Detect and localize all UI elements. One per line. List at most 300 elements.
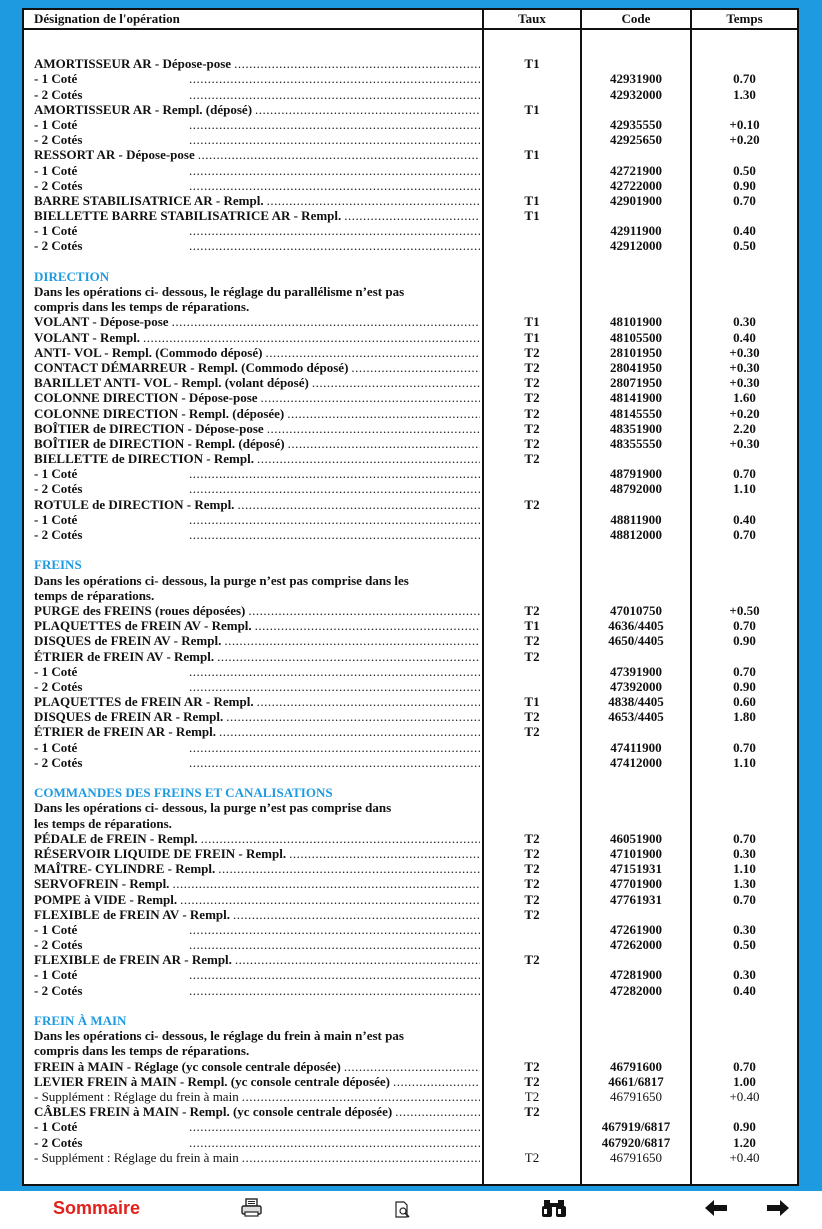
leader-dots — [189, 132, 480, 147]
taux-cell: T2 — [524, 1088, 540, 1104]
taux-cell: T1 — [524, 192, 540, 208]
temps-cell: 0.50 — [733, 937, 756, 953]
code-cell: 48355550 — [610, 435, 662, 451]
operation-designation — [34, 512, 480, 527]
operation-designation — [34, 1150, 480, 1165]
leader-dots — [255, 102, 480, 117]
section-note-row — [24, 573, 797, 588]
temps-cell: +0.30 — [729, 435, 760, 451]
operation-label: FLEXIBLE de FREIN AR - Rempl. — [34, 952, 232, 968]
leader-dots — [267, 421, 480, 436]
operation-label: COLONNE DIRECTION - Dépose-pose — [34, 390, 258, 406]
operation-label: - Supplément : Réglage du frein à main — [34, 1088, 239, 1104]
leader-dots — [265, 345, 480, 360]
operation-designation — [34, 56, 480, 71]
table-row — [24, 740, 797, 755]
header-temps: Temps — [726, 11, 763, 26]
table-row — [24, 1135, 797, 1150]
table-row — [24, 132, 797, 147]
header-divider — [24, 28, 797, 30]
temps-cell: +0.30 — [729, 344, 760, 360]
operation-label: BARILLET ANTI- VOL - Rempl. (volant déposé) — [34, 375, 309, 391]
code-cell: 42912000 — [610, 238, 662, 254]
code-cell: 48101900 — [610, 314, 662, 330]
leader-dots — [189, 1119, 480, 1134]
leader-dots — [189, 466, 480, 481]
leader-dots — [189, 755, 480, 770]
code-cell: 4661/6817 — [608, 1073, 664, 1089]
section-note-row — [24, 1043, 797, 1058]
code-cell: 48105500 — [610, 329, 662, 345]
temps-cell: 0.70 — [733, 71, 756, 87]
operation-designation — [34, 1089, 480, 1104]
operation-designation — [34, 238, 480, 253]
operation-designation — [34, 1119, 480, 1134]
temps-cell: 0.70 — [733, 1058, 756, 1074]
operation-label: BOÎTIER de DIRECTION - Rempl. (déposé) — [34, 435, 285, 451]
operation-designation — [34, 71, 480, 86]
section-note: Dans les opérations ci- dessous, la purge n’est pas comprise dans — [34, 800, 392, 816]
temps-cell: 0.70 — [733, 739, 756, 755]
operation-label: FLEXIBLE de FREIN AV - Rempl. — [34, 906, 230, 922]
operation-label: - 1 Coté — [34, 511, 78, 527]
operation-designation — [34, 1135, 480, 1150]
code-cell: 47282000 — [610, 982, 662, 998]
operation-label: - 1 Coté — [34, 466, 78, 482]
leader-dots — [189, 117, 480, 132]
leader-dots — [189, 937, 480, 952]
taux-cell: T2 — [524, 359, 540, 375]
table-row — [24, 330, 797, 345]
taux-cell: T2 — [524, 602, 540, 618]
temps-cell: 0.70 — [733, 192, 756, 208]
operation-designation — [34, 664, 480, 679]
section-note: les temps de réparations. — [34, 815, 172, 831]
code-cell: 42901900 — [610, 192, 662, 208]
temps-cell: 1.10 — [733, 481, 756, 497]
code-cell: 467919/6817 — [601, 1119, 671, 1135]
operation-designation — [34, 740, 480, 755]
code-cell: 48811900 — [610, 511, 662, 527]
operation-designation — [34, 223, 480, 238]
code-cell: 48145550 — [610, 405, 662, 421]
code-cell: 47261900 — [610, 921, 662, 937]
leader-dots — [198, 147, 480, 162]
spacer-row — [24, 41, 797, 56]
operation-designation — [34, 1074, 480, 1089]
table-row — [24, 147, 797, 162]
taux-cell: T2 — [524, 1104, 540, 1120]
operation-designation — [34, 406, 480, 421]
leader-dots — [237, 497, 480, 512]
leader-dots — [261, 390, 480, 405]
operation-label: - Supplément : Réglage du frein à main — [34, 1149, 239, 1165]
table-row — [24, 952, 797, 967]
taux-cell: T2 — [524, 861, 540, 877]
printer-icon[interactable] — [240, 1197, 264, 1224]
leader-dots — [242, 1089, 480, 1104]
leader-dots — [189, 512, 480, 527]
temps-cell: 0.70 — [733, 663, 756, 679]
table-row — [24, 163, 797, 178]
operation-label: VOLANT - Rempl. — [34, 329, 141, 345]
taux-cell: T1 — [524, 694, 540, 710]
leader-dots — [235, 952, 480, 967]
operation-label: - 1 Coté — [34, 967, 78, 983]
leader-dots — [189, 922, 480, 937]
table-row — [24, 1059, 797, 1074]
table-row — [24, 512, 797, 527]
operation-label: RESSORT AR - Dépose-pose — [34, 147, 195, 163]
section-note-row — [24, 816, 797, 831]
operation-designation — [34, 451, 480, 466]
code-cell: 47391900 — [610, 663, 662, 679]
taux-cell: T2 — [524, 906, 540, 922]
operation-designation — [34, 481, 480, 496]
code-cell: 42931900 — [610, 71, 662, 87]
operation-designation — [34, 922, 480, 937]
leader-dots — [189, 87, 480, 102]
table-row — [24, 892, 797, 907]
operation-label: FREIN à MAIN - Réglage (yc console centrale déposée) — [34, 1058, 341, 1074]
table-row — [24, 436, 797, 451]
operation-designation — [34, 983, 480, 998]
code-cell: 42925650 — [610, 132, 662, 148]
code-cell: 48141900 — [610, 390, 662, 406]
operation-label: - 2 Cotés — [34, 937, 83, 953]
operation-designation — [34, 907, 480, 922]
table-row — [24, 922, 797, 937]
taux-cell: T2 — [524, 876, 540, 892]
taux-cell: T2 — [524, 891, 540, 907]
table-row — [24, 223, 797, 238]
temps-cell: 0.50 — [733, 162, 756, 178]
operation-label: POMPE à VIDE - Rempl. — [34, 891, 178, 907]
table-row — [24, 497, 797, 512]
taux-cell: T2 — [524, 1058, 540, 1074]
leader-dots — [189, 178, 480, 193]
operation-label: DISQUES de FREIN AR - Rempl. — [34, 709, 224, 725]
leader-dots — [201, 831, 480, 846]
operation-label: - 2 Cotés — [34, 238, 83, 254]
code-cell: 28041950 — [610, 359, 662, 375]
zoom-page-icon[interactable] — [393, 1200, 413, 1225]
spacer-row — [24, 770, 797, 785]
taux-cell: T2 — [524, 1149, 540, 1165]
leader-dots — [288, 436, 480, 451]
taux-cell: T2 — [524, 830, 540, 846]
table-row — [24, 117, 797, 132]
temps-cell: +0.20 — [729, 132, 760, 148]
section-title: COMMANDES DES FREINS ET CANALISATIONS — [34, 785, 333, 801]
operation-label: DISQUES de FREIN AV - Rempl. — [34, 633, 222, 649]
operation-label: AMORTISSEUR AR - Dépose-pose — [34, 56, 232, 72]
operation-label: - 1 Coté — [34, 1119, 78, 1135]
operation-designation — [34, 163, 480, 178]
temps-cell: 1.10 — [733, 861, 756, 877]
taux-cell: T1 — [524, 618, 540, 634]
operation-designation — [34, 360, 480, 375]
header-designation: Désignation de l'opération — [34, 11, 180, 26]
table-row — [24, 724, 797, 739]
leader-dots — [395, 1104, 480, 1119]
operation-label: - 2 Cotés — [34, 754, 83, 770]
leader-dots — [180, 892, 480, 907]
operation-label: - 1 Coté — [34, 223, 78, 239]
leader-dots — [289, 846, 480, 861]
operation-label: - 2 Cotés — [34, 1134, 83, 1150]
operation-designation — [34, 147, 480, 162]
section-heading-row — [24, 269, 797, 284]
table-row — [24, 406, 797, 421]
table-row — [24, 967, 797, 982]
operation-label: - 1 Coté — [34, 71, 78, 87]
operation-designation — [34, 679, 480, 694]
operation-designation — [34, 846, 480, 861]
operation-label: BIELLETTE BARRE STABILISATRICE AR - Rempl. — [34, 208, 342, 224]
operation-label: PÉDALE de FREIN - Rempl. — [34, 830, 198, 846]
temps-cell: 0.30 — [733, 845, 756, 861]
operation-designation — [34, 117, 480, 132]
operation-label: COLONNE DIRECTION - Rempl. (déposée) — [34, 405, 285, 421]
taux-cell: T2 — [524, 344, 540, 360]
leader-dots — [219, 724, 480, 739]
operation-designation — [34, 633, 480, 648]
temps-cell: 0.90 — [733, 633, 756, 649]
operation-label: BOÎTIER de DIRECTION - Dépose-pose — [34, 420, 264, 436]
section-note: Dans les opérations ci- dessous, le réglage du frein à main n’est pas — [34, 1028, 404, 1044]
leader-dots — [257, 451, 480, 466]
section-note-row — [24, 588, 797, 603]
operation-designation — [34, 314, 480, 329]
table-row — [24, 846, 797, 861]
temps-cell: 1.60 — [733, 390, 756, 406]
operation-label: - 2 Cotés — [34, 481, 83, 497]
section-note: compris dans les temps de réparations. — [34, 1043, 250, 1059]
taux-cell: T2 — [524, 845, 540, 861]
code-cell: 46791650 — [610, 1088, 662, 1104]
taux-cell: T2 — [524, 633, 540, 649]
table-row — [24, 345, 797, 360]
code-cell: 47761931 — [610, 891, 662, 907]
temps-cell: 0.60 — [733, 694, 756, 710]
code-cell: 46051900 — [610, 830, 662, 846]
code-cell: 47262000 — [610, 937, 662, 953]
section-title: FREINS — [34, 557, 82, 573]
taux-cell: T2 — [524, 496, 540, 512]
leader-dots — [189, 740, 480, 755]
operation-designation — [34, 709, 480, 724]
code-cell: 28071950 — [610, 375, 662, 391]
operation-designation — [34, 375, 480, 390]
operation-designation — [34, 649, 480, 664]
operation-label: - 1 Coté — [34, 921, 78, 937]
temps-cell: 0.90 — [733, 177, 756, 193]
section-note-row — [24, 299, 797, 314]
temps-cell: 0.40 — [733, 329, 756, 345]
operation-designation — [34, 967, 480, 982]
temps-cell: 0.90 — [733, 1119, 756, 1135]
sommaire-link[interactable]: Sommaire — [53, 1198, 141, 1218]
operation-designation — [34, 876, 480, 891]
code-cell: 42721900 — [610, 162, 662, 178]
operation-label: LEVIER FREIN à MAIN - Rempl. (yc console centrale déposée) — [34, 1073, 391, 1089]
operation-label: BARRE STABILISATRICE AR - Rempl. — [34, 192, 264, 208]
code-cell: 47101900 — [610, 845, 662, 861]
table-row — [24, 861, 797, 876]
table-row — [24, 937, 797, 952]
operation-label: - 2 Cotés — [34, 177, 83, 193]
table-row — [24, 193, 797, 208]
leader-dots — [172, 314, 480, 329]
leader-dots — [257, 694, 480, 709]
temps-cell: 0.70 — [733, 527, 756, 542]
operation-designation — [34, 497, 480, 512]
footer-toolbar — [0, 1191, 822, 1229]
temps-cell: 0.70 — [733, 466, 756, 482]
leader-dots — [189, 983, 480, 998]
table-body — [24, 41, 797, 1165]
operation-label: ÉTRIER de FREIN AV - Rempl. — [34, 648, 215, 664]
table-row — [24, 71, 797, 86]
operation-label: - 1 Coté — [34, 739, 78, 755]
operation-designation — [34, 937, 480, 952]
operation-label: - 2 Cotés — [34, 678, 83, 694]
section-title: FREIN À MAIN — [34, 1013, 127, 1028]
section-title: DIRECTION — [34, 268, 110, 284]
table-row — [24, 102, 797, 117]
code-cell: 47411900 — [610, 739, 662, 755]
leader-dots — [224, 633, 480, 648]
table-row — [24, 907, 797, 922]
code-cell: 48812000 — [610, 527, 662, 542]
operation-label: ÉTRIER de FREIN AR - Rempl. — [34, 724, 217, 740]
operation-label: CONTACT DÉMARREUR - Rempl. (Commodo déposé) — [34, 359, 349, 375]
code-cell: 48792000 — [610, 481, 662, 497]
taux-cell: T1 — [524, 56, 540, 72]
spacer-row — [24, 542, 797, 557]
leader-dots — [393, 1074, 480, 1089]
header-taux: Taux — [518, 11, 546, 26]
code-cell: 4650/4405 — [608, 633, 664, 649]
leader-dots — [248, 603, 480, 618]
code-cell: 47392000 — [610, 678, 662, 694]
code-cell: 47412000 — [610, 754, 662, 770]
operation-label: ROTULE de DIRECTION - Rempl. — [34, 496, 235, 512]
table-row — [24, 618, 797, 633]
taux-cell: T1 — [524, 329, 540, 345]
table-row — [24, 208, 797, 223]
operation-label: CÂBLES FREIN à MAIN - Rempl. (yc console centrale déposée) — [34, 1104, 393, 1120]
temps-cell: 0.50 — [733, 238, 756, 254]
leader-dots — [189, 163, 480, 178]
operation-designation — [34, 421, 480, 436]
table-row — [24, 390, 797, 405]
section-heading-row — [24, 1013, 797, 1028]
operation-label: - 1 Coté — [34, 162, 78, 178]
code-cell: 48791900 — [610, 466, 662, 482]
temps-cell: 0.70 — [733, 891, 756, 907]
taux-cell: T2 — [524, 405, 540, 421]
temps-cell: 0.90 — [733, 678, 756, 694]
code-cell: 47281900 — [610, 967, 662, 983]
operation-label: PLAQUETTES de FREIN AR - Rempl. — [34, 694, 254, 710]
leader-dots — [267, 193, 480, 208]
leader-dots — [189, 679, 480, 694]
taux-cell: T2 — [524, 420, 540, 436]
arrow-left-icon[interactable] — [704, 1199, 728, 1222]
temps-cell: 0.30 — [733, 967, 756, 983]
operation-designation — [34, 1104, 480, 1119]
table-row — [24, 983, 797, 998]
header-code: Code — [621, 11, 651, 26]
operation-designation — [34, 755, 480, 770]
operation-label: - 2 Cotés — [34, 527, 83, 542]
operation-designation — [34, 193, 480, 208]
temps-cell: 0.70 — [733, 618, 756, 634]
code-cell: 4636/4405 — [608, 618, 664, 634]
operation-label: PURGE des FREINS (roues déposées) — [34, 602, 246, 618]
operation-label: MAÎTRE- CYLINDRE - Rempl. — [34, 861, 216, 877]
section-note: Dans les opérations ci- dessous, le réglage du parallélisme n’est pas — [34, 284, 405, 299]
temps-cell: +0.30 — [729, 359, 760, 375]
taux-cell: T2 — [524, 952, 540, 968]
operation-designation — [34, 603, 480, 618]
operation-designation — [34, 132, 480, 147]
table-row — [24, 375, 797, 390]
leader-dots — [189, 223, 480, 238]
temps-cell: 1.80 — [733, 709, 756, 725]
code-cell: 4838/4405 — [608, 694, 664, 710]
leader-dots — [255, 618, 480, 633]
binoculars-icon[interactable] — [540, 1197, 568, 1224]
code-cell: 47010750 — [610, 602, 662, 618]
operation-designation — [34, 831, 480, 846]
code-cell: 42935550 — [610, 116, 662, 132]
code-cell: 42932000 — [610, 86, 662, 102]
operation-label: - 1 Coté — [34, 116, 78, 132]
temps-cell: 1.20 — [733, 1134, 756, 1150]
spacer-row — [24, 254, 797, 269]
section-note: compris dans les temps de réparations. — [34, 299, 250, 315]
table-row — [24, 1150, 797, 1165]
temps-cell: +0.10 — [729, 116, 760, 132]
table-row — [24, 421, 797, 436]
table-row — [24, 755, 797, 770]
code-cell: 42911900 — [610, 223, 662, 239]
leader-dots — [344, 1059, 480, 1074]
leader-dots — [218, 861, 480, 876]
operation-label: RÉSERVOIR LIQUIDE DE FREIN - Rempl. — [34, 845, 287, 861]
operation-designation — [34, 892, 480, 907]
arrow-right-icon[interactable] — [766, 1199, 790, 1222]
table-row — [24, 1074, 797, 1089]
code-cell: 46791650 — [610, 1149, 662, 1165]
spacer-row — [24, 998, 797, 1013]
temps-cell: 0.40 — [733, 223, 756, 239]
taux-cell: T2 — [524, 648, 540, 664]
taux-cell: T2 — [524, 724, 540, 740]
leader-dots — [287, 406, 480, 421]
operation-designation — [34, 952, 480, 967]
leader-dots — [351, 360, 480, 375]
code-cell: 467920/6817 — [601, 1134, 671, 1150]
leader-dots — [233, 907, 480, 922]
temps-cell: +0.50 — [729, 602, 760, 618]
operation-designation — [34, 345, 480, 360]
operation-label: PLAQUETTES de FREIN AV - Rempl. — [34, 618, 252, 634]
operation-designation — [34, 87, 480, 102]
